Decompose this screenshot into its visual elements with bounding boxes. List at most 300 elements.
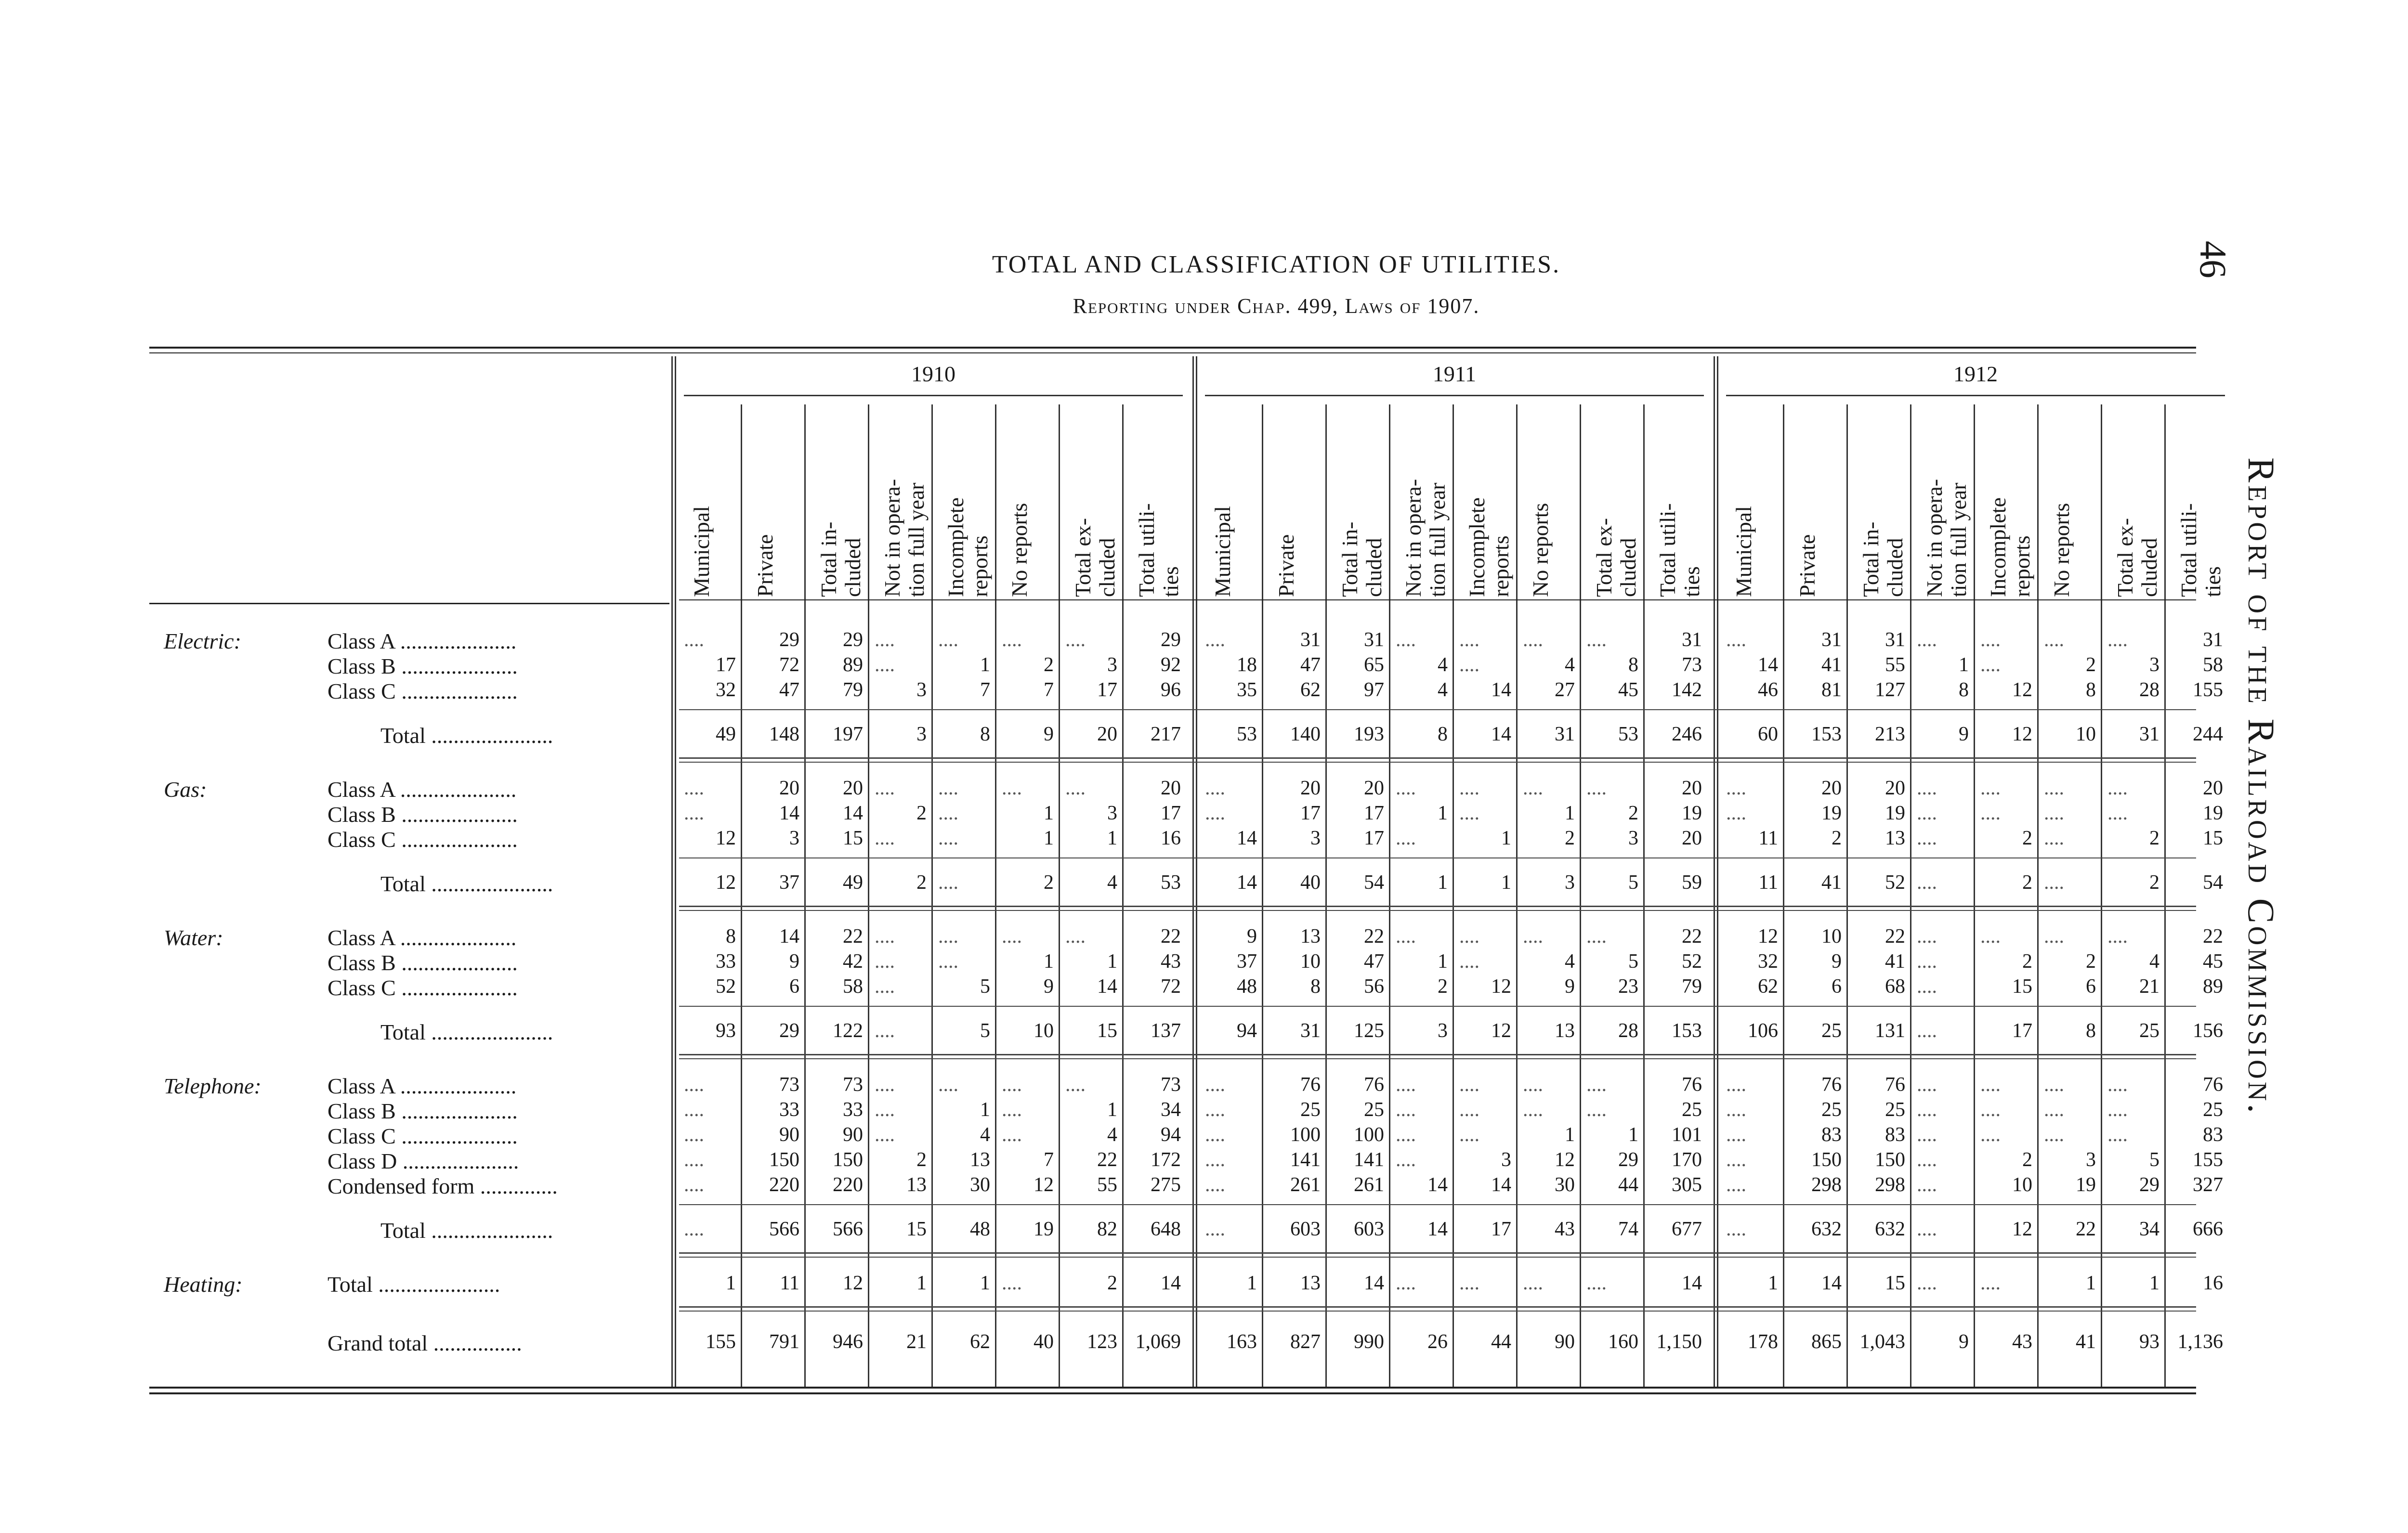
data-empty: .... [2044, 777, 2064, 799]
data-empty: .... [875, 654, 895, 676]
column-header-line: ties [1158, 566, 1183, 597]
total-cell: 137 [1151, 1020, 1181, 1042]
grand-total-cell: 865 [1811, 1331, 1842, 1353]
data-cell: 14 [779, 925, 799, 948]
data-cell: 79 [843, 679, 863, 701]
data-cell: 14 [1491, 1174, 1511, 1196]
data-cell: 1 [1565, 1124, 1575, 1146]
column-header-line: tion full year [1425, 482, 1450, 597]
data-cell: 6 [2086, 975, 2096, 998]
data-cell: 89 [843, 654, 863, 676]
column-divider [2164, 404, 2166, 1387]
data-cell: 30 [970, 1174, 990, 1196]
section-rule [679, 1054, 2196, 1055]
total-cell: 153 [1811, 723, 1842, 745]
total-cell: 677 [1672, 1218, 1702, 1240]
data-cell: 3 [789, 827, 799, 849]
total-cell: 82 [1097, 1218, 1117, 1240]
data-cell: 1 [1628, 1124, 1638, 1146]
data-cell: 37 [1237, 950, 1257, 973]
data-cell: 12 [1491, 975, 1511, 998]
data-cell: 2 [1565, 827, 1575, 849]
data-cell: 46 [1758, 679, 1778, 701]
total-cell: 12 [2012, 723, 2032, 745]
grand-total-cell: 123 [1087, 1331, 1117, 1353]
data-cell: 20 [1682, 777, 1702, 799]
total-cell: 14 [1237, 871, 1257, 894]
section-rule-2 [679, 1058, 2196, 1059]
column-header [1795, 534, 1819, 597]
section-rule [679, 906, 2196, 907]
grand-total-cell: 90 [1555, 1331, 1575, 1353]
total-empty: .... [1459, 1272, 1479, 1294]
data-cell: 73 [779, 1074, 799, 1096]
data-cell: 25 [1300, 1099, 1321, 1121]
total-cell: 632 [1811, 1218, 1842, 1240]
row-label: Class A ..................... [327, 1074, 517, 1098]
total-cell: 14 [1427, 1218, 1448, 1240]
data-cell: 76 [1300, 1074, 1321, 1096]
column-header [1401, 479, 1450, 597]
data-empty: .... [2044, 1074, 2064, 1096]
grand-total-cell: 1,150 [1656, 1331, 1702, 1353]
data-cell: 94 [1161, 1124, 1181, 1146]
row-label: Class B ..................... [327, 1099, 518, 1123]
total-cell: 11 [780, 1272, 799, 1294]
data-cell: 33 [779, 1099, 799, 1121]
data-empty: .... [1726, 1149, 1746, 1171]
data-empty: .... [1396, 827, 1416, 849]
total-cell: 1 [980, 1272, 990, 1294]
data-cell: 9 [1044, 975, 1054, 998]
total-cell: 2 [916, 871, 927, 894]
data-empty: .... [1396, 629, 1416, 651]
total-cell: 1 [2086, 1272, 2096, 1294]
data-cell: 76 [1821, 1074, 1842, 1096]
data-cell: 14 [1097, 975, 1117, 998]
data-empty: .... [1726, 1099, 1746, 1121]
data-cell: 76 [1682, 1074, 1702, 1096]
data-cell: 8 [726, 925, 736, 948]
data-cell: 1 [980, 1099, 990, 1121]
total-cell: 1 [726, 1272, 736, 1294]
data-empty: .... [1002, 777, 1022, 799]
subtotal-rule [679, 857, 2196, 858]
data-cell: 3 [916, 679, 927, 701]
total-empty: .... [1205, 1218, 1225, 1240]
column-header [880, 479, 929, 597]
total-cell: 9 [1959, 723, 1969, 745]
data-cell: 27 [1555, 679, 1575, 701]
data-empty: .... [875, 1074, 895, 1096]
data-cell: 45 [1618, 679, 1638, 701]
data-cell: 14 [843, 802, 863, 824]
data-cell: 25 [2203, 1099, 2223, 1121]
total-cell: 41 [1821, 871, 1842, 894]
total-cell: 31 [2139, 723, 2159, 745]
data-cell: 3 [1628, 827, 1638, 849]
total-empty: .... [1726, 1218, 1746, 1240]
data-cell: 20 [843, 777, 863, 799]
data-cell: 261 [1354, 1174, 1384, 1196]
data-cell: 62 [1300, 679, 1321, 701]
total-cell: 1 [1247, 1272, 1257, 1294]
total-cell: 17 [1491, 1218, 1511, 1240]
year-divider [1714, 356, 1718, 1387]
total-cell: 8 [2086, 1020, 2096, 1042]
total-cell: 20 [1097, 723, 1117, 745]
data-cell: 22 [1161, 925, 1181, 948]
data-cell: 10 [1300, 950, 1321, 973]
data-empty: .... [2107, 1124, 2128, 1146]
data-cell: 18 [1237, 654, 1257, 676]
data-cell: 327 [2193, 1174, 2223, 1196]
total-cell: 31 [1555, 723, 1575, 745]
data-empty: .... [1459, 629, 1479, 651]
data-cell: 19 [1885, 802, 1905, 824]
data-empty: .... [875, 777, 895, 799]
data-cell: 33 [843, 1099, 863, 1121]
total-cell: 4 [1107, 871, 1117, 894]
total-cell: 666 [2193, 1218, 2223, 1240]
data-cell: 19 [2203, 802, 2223, 824]
data-cell: 31 [2203, 629, 2223, 651]
data-cell: 3 [1501, 1149, 1511, 1171]
subtotal-rule [679, 1006, 2196, 1007]
data-empty: .... [1396, 1124, 1416, 1146]
total-cell: 37 [779, 871, 799, 894]
data-empty: .... [1726, 802, 1746, 824]
grand-total-cell: 155 [706, 1331, 736, 1353]
year-divider [671, 356, 676, 1387]
grand-total-cell: 40 [1034, 1331, 1054, 1353]
total-cell: 1 [916, 1272, 927, 1294]
data-empty: .... [1459, 950, 1479, 973]
column-header [2177, 503, 2225, 597]
column-divider [741, 404, 742, 1387]
data-cell: 2 [2022, 1149, 2032, 1171]
total-cell: 94 [1237, 1020, 1257, 1042]
total-cell: 5 [1628, 871, 1638, 894]
data-empty: .... [938, 925, 958, 948]
data-cell: 155 [2193, 679, 2223, 701]
data-cell: 1 [1501, 827, 1511, 849]
data-cell: 8 [1628, 654, 1638, 676]
data-cell: 30 [1555, 1174, 1575, 1196]
column-header [690, 506, 714, 597]
data-empty: .... [1065, 925, 1086, 948]
total-cell: 19 [1034, 1218, 1054, 1240]
year-header-rule [1726, 395, 2225, 396]
category-label: Electric: [164, 629, 241, 653]
data-empty: .... [1586, 629, 1607, 651]
year-header-rule [684, 395, 1183, 396]
total-empty: .... [1917, 1272, 1937, 1294]
data-cell: 31 [1682, 629, 1702, 651]
column-header-line: Not in opera- [880, 479, 904, 597]
data-cell: 25 [1364, 1099, 1384, 1121]
data-cell: 92 [1161, 654, 1181, 676]
data-cell: 47 [1300, 654, 1321, 676]
section-rule [679, 1252, 2196, 1254]
total-cell: 53 [1161, 871, 1181, 894]
data-cell: 170 [1672, 1149, 1702, 1171]
data-cell: 83 [2203, 1124, 2223, 1146]
grand-total-cell: 178 [1748, 1331, 1778, 1353]
data-cell: 2 [2086, 654, 2096, 676]
data-empty: .... [2107, 1099, 2128, 1121]
data-cell: 17 [716, 654, 736, 676]
grand-total-cell: 160 [1608, 1331, 1638, 1353]
category-label: Telephone: [164, 1074, 262, 1098]
total-cell: 603 [1290, 1218, 1321, 1240]
data-empty: .... [1205, 629, 1225, 651]
data-cell: 97 [1364, 679, 1384, 701]
total-cell: 59 [1682, 871, 1702, 894]
grand-total-cell: 1,136 [2177, 1331, 2223, 1353]
category-label: Heating: [164, 1272, 243, 1297]
row-label: Class A ..................... [327, 777, 517, 802]
data-empty: .... [1396, 1149, 1416, 1171]
column-divider [931, 404, 933, 1387]
column-header-line: Total ex- [1071, 518, 1095, 597]
column-divider [2037, 404, 2039, 1387]
total-cell: 53 [1618, 723, 1638, 745]
data-empty: .... [1396, 777, 1416, 799]
total-cell: 48 [970, 1218, 990, 1240]
data-cell: 1 [1107, 1099, 1117, 1121]
total-empty: .... [1917, 1020, 1937, 1042]
total-cell: 2 [1107, 1272, 1117, 1294]
data-cell: 73 [1161, 1074, 1181, 1096]
data-cell: 220 [769, 1174, 799, 1196]
data-empty: .... [938, 1074, 958, 1096]
grand-total-cell: 93 [2139, 1331, 2159, 1353]
data-cell: 31 [1821, 629, 1842, 651]
data-cell: 3 [2086, 1149, 2096, 1171]
data-cell: 83 [1821, 1124, 1842, 1146]
data-empty: .... [1396, 1074, 1416, 1096]
data-cell: 58 [2203, 654, 2223, 676]
data-empty: .... [684, 629, 704, 651]
data-empty: .... [1002, 629, 1022, 651]
data-empty: .... [1917, 1149, 1937, 1171]
column-header-line: Total in- [1337, 521, 1362, 597]
section-rule-2 [679, 1257, 2196, 1258]
data-cell: 1 [980, 654, 990, 676]
column-divider [868, 404, 869, 1387]
data-empty: .... [2107, 777, 2128, 799]
year-divider [1192, 356, 1197, 1387]
total-cell: 2 [2149, 871, 2159, 894]
total-cell: 246 [1672, 723, 1702, 745]
total-cell: 22 [2076, 1218, 2096, 1240]
total-cell: 2 [1044, 871, 1054, 894]
total-cell: 49 [843, 871, 863, 894]
total-cell: 10 [1034, 1020, 1054, 1042]
data-empty: .... [1523, 1099, 1543, 1121]
data-cell: 172 [1151, 1149, 1181, 1171]
total-empty: .... [1980, 1272, 2001, 1294]
data-empty: .... [1726, 1074, 1746, 1096]
data-cell: 14 [1427, 1174, 1448, 1196]
row-label: Class D ..................... [327, 1149, 519, 1173]
column-header [817, 522, 865, 597]
total-cell: 1 [1438, 871, 1448, 894]
data-cell: 5 [980, 975, 990, 998]
total-cell: 106 [1748, 1020, 1778, 1042]
data-cell: 1 [1959, 654, 1969, 676]
data-cell: 13 [1300, 925, 1321, 948]
data-cell: 1 [1044, 827, 1054, 849]
section-rule-2 [679, 1311, 2196, 1312]
data-cell: 41 [1885, 950, 1905, 973]
data-cell: 34 [1161, 1099, 1181, 1121]
data-cell: 3 [1107, 654, 1117, 676]
data-cell: 2 [2086, 950, 2096, 973]
total-cell: 566 [769, 1218, 799, 1240]
row-label: Class C ..................... [327, 827, 518, 852]
column-header [944, 497, 992, 597]
column-header [1211, 506, 1235, 597]
column-divider [1643, 404, 1645, 1387]
data-cell: 25 [1885, 1099, 1905, 1121]
running-title: Report of the Railroad Commission. [2240, 457, 2282, 1116]
top-rule [149, 347, 2196, 349]
total-cell: 74 [1618, 1218, 1638, 1240]
data-empty: .... [938, 827, 958, 849]
data-empty: .... [1205, 1174, 1225, 1196]
data-cell: 4 [980, 1124, 990, 1146]
total-empty: .... [1917, 871, 1937, 894]
data-cell: 20 [1885, 777, 1905, 799]
total-cell: 8 [980, 723, 990, 745]
data-empty: .... [875, 629, 895, 651]
data-empty: .... [1002, 1074, 1022, 1096]
column-header-line: Total ex- [2113, 518, 2137, 597]
column-header [1923, 479, 1971, 597]
data-empty: .... [1917, 975, 1937, 998]
column-header [1592, 518, 1640, 597]
data-cell: 10 [2012, 1174, 2032, 1196]
column-header-line: reports [1489, 535, 1513, 597]
column-header [1986, 497, 2034, 597]
total-cell: 217 [1151, 723, 1181, 745]
header-rule [149, 603, 669, 604]
column-header-line: tion full year [1946, 482, 1971, 597]
section-rule [679, 1306, 2196, 1308]
data-cell: 22 [2203, 925, 2223, 948]
data-cell: 76 [2203, 1074, 2223, 1096]
row-label: Class A ..................... [327, 629, 517, 653]
row-label: Class A ..................... [327, 925, 517, 950]
top-rule-2 [149, 352, 2196, 353]
total-cell: 1 [1501, 871, 1511, 894]
data-empty: .... [875, 1124, 895, 1146]
data-cell: 52 [716, 975, 736, 998]
total-cell: 3 [1565, 871, 1575, 894]
grand-total-cell: 43 [2012, 1331, 2032, 1353]
data-cell: 305 [1672, 1174, 1702, 1196]
column-divider [1516, 404, 1518, 1387]
page-title: TOTAL AND CLASSIFICATION OF UTILITIES. [992, 251, 1561, 278]
column-header-line: Total in- [816, 521, 841, 597]
column-header-line: cluded [2137, 538, 2161, 597]
total-empty: .... [1586, 1272, 1607, 1294]
data-cell: 2 [1832, 827, 1842, 849]
header-rule-right [679, 599, 2196, 600]
column-header-line: Total utili- [1134, 503, 1159, 597]
grand-total-cell: 44 [1491, 1331, 1511, 1353]
total-cell: 16 [2203, 1272, 2223, 1294]
column-divider [1059, 404, 1060, 1387]
data-cell: 17 [1300, 802, 1321, 824]
data-cell: 20 [779, 777, 799, 799]
data-cell: 29 [843, 629, 863, 651]
data-empty: .... [2107, 1074, 2128, 1096]
total-cell: 15 [1885, 1272, 1905, 1294]
data-cell: 2 [916, 1149, 927, 1171]
data-cell: 7 [1044, 679, 1054, 701]
total-cell: 28 [1618, 1020, 1638, 1042]
data-cell: 9 [1832, 950, 1842, 973]
total-cell: 17 [2012, 1020, 2032, 1042]
total-cell: 213 [1875, 723, 1905, 745]
data-cell: 31 [1300, 629, 1321, 651]
data-empty: .... [1917, 777, 1937, 799]
data-cell: 58 [843, 975, 863, 998]
data-cell: 1 [1438, 950, 1448, 973]
data-cell: 17 [1364, 802, 1384, 824]
data-cell: 11 [1758, 827, 1778, 849]
data-cell: 10 [1821, 925, 1842, 948]
column-header-line: cluded [1361, 538, 1386, 597]
data-empty: .... [684, 1074, 704, 1096]
data-cell: 83 [1885, 1124, 1905, 1146]
data-cell: 5 [2149, 1149, 2159, 1171]
data-cell: 12 [716, 827, 736, 849]
total-cell: 14 [1161, 1272, 1181, 1294]
total-empty: .... [938, 871, 958, 894]
column-header-line: Private [1274, 534, 1298, 597]
column-header [1465, 497, 1513, 597]
data-cell: 48 [1237, 975, 1257, 998]
data-cell: 4 [2149, 950, 2159, 973]
data-cell: 298 [1875, 1174, 1905, 1196]
data-empty: .... [1459, 654, 1479, 676]
total-cell: 34 [2139, 1218, 2159, 1240]
total-cell: 153 [1672, 1020, 1702, 1042]
total-cell: 54 [2203, 871, 2223, 894]
data-cell: 6 [1832, 975, 1842, 998]
data-cell: 19 [1821, 802, 1842, 824]
grand-total-cell: 26 [1427, 1331, 1448, 1353]
column-header-line: Total utili- [2176, 503, 2201, 597]
subtotal-rule [679, 709, 2196, 710]
data-empty: .... [875, 975, 895, 998]
data-cell: 150 [1811, 1149, 1842, 1171]
data-cell: 73 [1682, 654, 1702, 676]
data-cell: 13 [1885, 827, 1905, 849]
utilities-table [149, 347, 2225, 1406]
column-header-line: reports [2010, 535, 2034, 597]
data-cell: 3 [2149, 654, 2159, 676]
data-cell: 31 [1364, 629, 1384, 651]
data-cell: 72 [1161, 975, 1181, 998]
data-cell: 29 [1161, 629, 1181, 651]
column-header-line: ties [1679, 566, 1704, 597]
data-cell: 17 [1161, 802, 1181, 824]
